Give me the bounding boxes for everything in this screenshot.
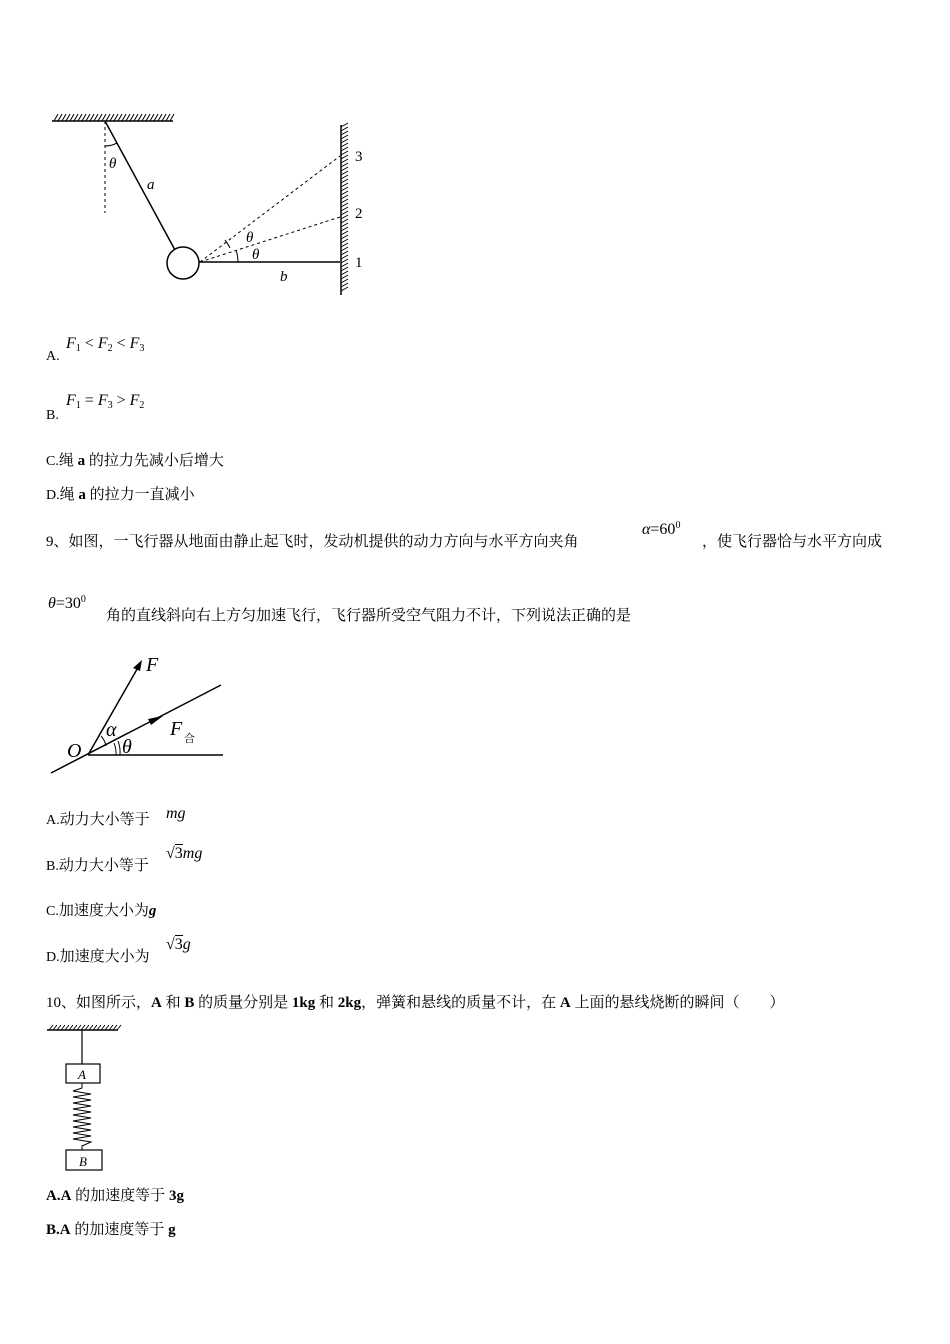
option-letter: C.	[46, 904, 59, 919]
q9-theta-formula: $\theta=30^0$	[48, 594, 86, 612]
force-diagram	[40, 650, 240, 780]
q8-option-c[interactable]	[46, 452, 224, 471]
net-force-label: F	[170, 718, 183, 740]
q9-stem-line1: 9、如图，一飞行器从地面由静止起飞时，发动机提供的动力方向与水平方向夹角	[46, 534, 579, 550]
alpha-label: α	[106, 719, 117, 741]
pendulum-wall-figure	[40, 105, 380, 305]
q8-option-d[interactable]	[46, 486, 195, 505]
block-a-label: A	[78, 1067, 86, 1082]
option-label: D.加速度大小为	[46, 949, 150, 965]
theta-label-lower: θ	[252, 247, 260, 263]
sqrt-sign: √	[166, 845, 175, 862]
rope-a-label: a	[147, 177, 155, 193]
theta-label: θ	[122, 736, 132, 758]
q10-option-a[interactable]: A.A 的加速度等于 3g	[46, 1188, 184, 1204]
option-text: 的拉力先减小后增大	[88, 453, 224, 469]
q9-stem-line2: 角的直线斜向右上方匀加速飞行，飞行器所受空气阻力不计，下列说法正确的是	[106, 608, 632, 624]
theta-label-upper: θ	[246, 230, 254, 246]
option-label: A.动力大小等于	[46, 812, 150, 828]
option-text: 加速度大小为	[58, 903, 149, 919]
formula: mg	[166, 805, 186, 822]
q10-option-b[interactable]: B.A 的加速度等于 g	[46, 1222, 176, 1238]
option-letter: B.	[46, 408, 59, 423]
q9-option-c[interactable]	[46, 902, 156, 921]
wall-point-3: 3	[355, 149, 363, 165]
q10-stem: 10、如图所示，A 和 B 的质量分别是 1kg 和 2kg，弹簧和悬线的质量不计，在 A 上面的悬线烧断的瞬间（ ）	[46, 995, 785, 1011]
q9-option-a[interactable]	[46, 805, 246, 831]
sqrt-formula: √3mg	[166, 845, 203, 862]
option-text-pre: 绳	[58, 453, 74, 469]
option-var: g	[148, 903, 157, 919]
force-f-label: F	[146, 654, 159, 676]
net-force-subscript: 合	[184, 733, 195, 745]
wall-point-2: 2	[355, 206, 363, 222]
formula: $F_1 = F_3 > F_2$	[66, 392, 145, 411]
q8-option-a[interactable]	[46, 335, 246, 365]
option-text-pre: 绳	[59, 487, 75, 503]
theta-label-top: θ	[109, 156, 117, 172]
q9-alpha-formula: $\alpha=60^0$	[642, 520, 681, 538]
option-letter: A.	[46, 349, 60, 364]
option-label: B.动力大小等于	[46, 858, 149, 874]
wall-point-1: 1	[355, 255, 363, 271]
block-b-label: B	[79, 1154, 87, 1169]
sqrt-formula: √3g	[166, 936, 191, 953]
formula: $F_1 < F_2 < F_3$	[66, 335, 145, 354]
option-letter: C.	[46, 454, 59, 469]
rope-b-label: b	[280, 269, 288, 285]
q9-option-d[interactable]	[46, 936, 246, 964]
sqrt-sign: √	[166, 936, 175, 953]
q9-stem-line1-end: ，使飞行器恰与水平方向成	[702, 534, 883, 550]
origin-o-label: O	[67, 740, 82, 762]
option-text: 的拉力一直减小	[89, 487, 195, 503]
option-letter: D.	[46, 488, 60, 503]
option-var: a	[78, 487, 86, 503]
q8-option-b[interactable]	[46, 392, 246, 422]
q9-option-b[interactable]	[46, 845, 246, 873]
spring-mass-figure	[40, 1020, 130, 1175]
option-var: a	[77, 453, 86, 469]
